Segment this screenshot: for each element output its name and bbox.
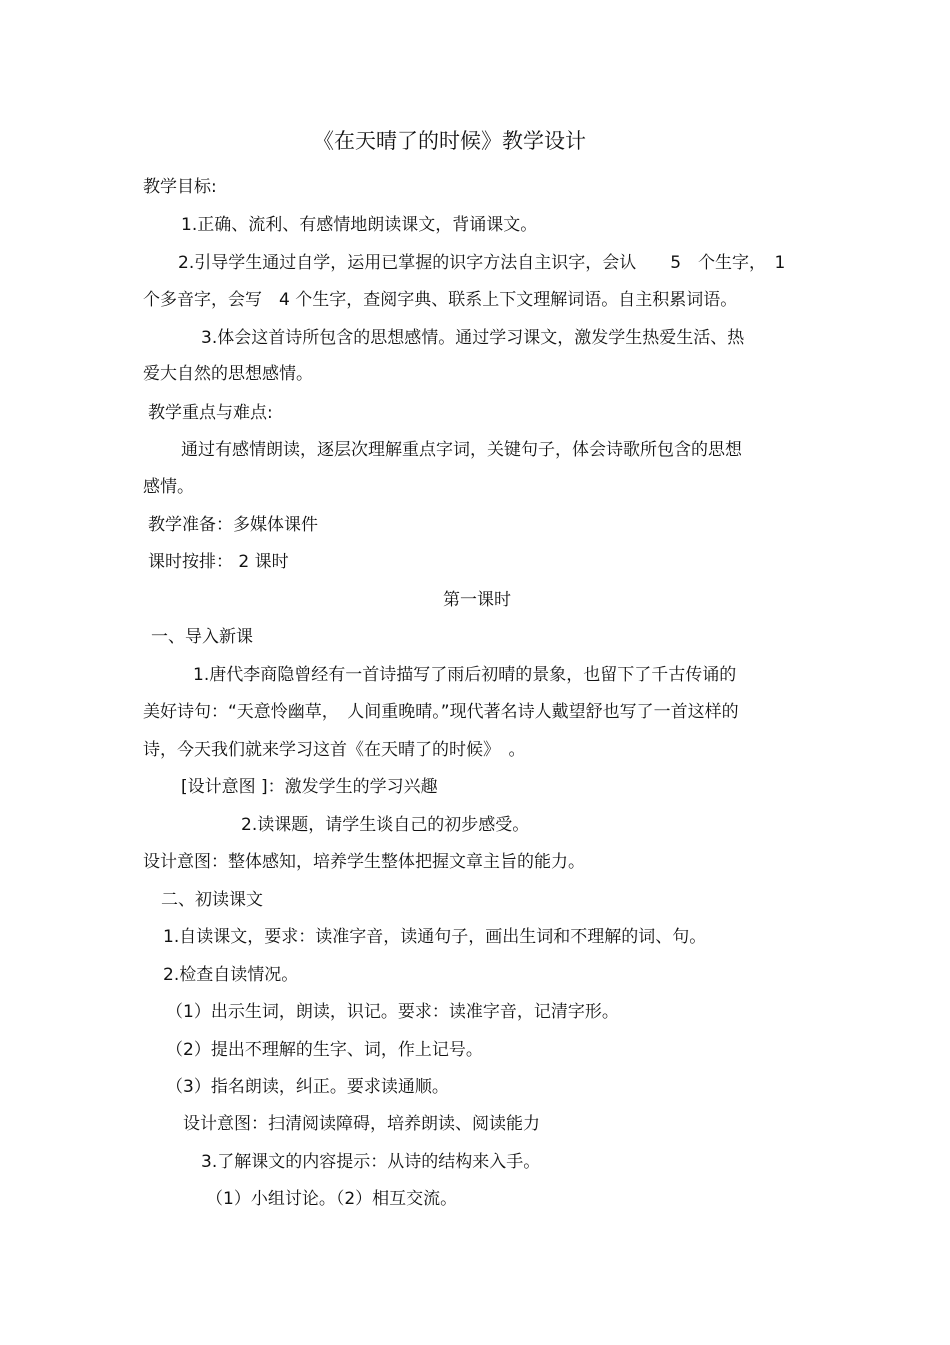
section-2-heading: 二、初读课文 xyxy=(161,890,263,910)
objective-3-line-2: 爱大自然的思想感情。 xyxy=(143,364,313,384)
section-1-paragraph-1-line-3: 诗，今天我们就来学习这首《在天晴了的时候》 。 xyxy=(143,740,526,760)
objectives-heading: 教学目标: xyxy=(143,177,217,197)
section-2-item-2-sub-3: （3）指名朗读，纠正。要求读通顺。 xyxy=(166,1077,449,1097)
section-1-paragraph-2: 2.读课题，请学生谈自己的初步感受。 xyxy=(241,815,530,835)
objective-2-line-1: 2.引导学生通过自学，运用已掌握的识字方法自主识字，会认 5 个生字， 1 xyxy=(178,253,786,273)
section-1-heading: 一、导入新课 xyxy=(151,627,253,647)
keypoints-heading: 教学重点与难点: xyxy=(148,403,273,423)
section-1-design-intent-2: 设计意图：整体感知，培养学生整体把握文章主旨的能力。 xyxy=(143,852,585,872)
section-1-design-intent-1: [设计意图 ]：激发学生的学习兴趣 xyxy=(181,777,438,797)
section-1-paragraph-1-line-1: 1.唐代李商隐曾经有一首诗描写了雨后初晴的景象，也留下了千古传诵的 xyxy=(193,665,737,685)
section-2-item-2-sub-2: （2）提出不理解的生字、词，作上记号。 xyxy=(166,1040,483,1060)
objective-2-line-2: 个多音字，会写 4 个生字，查阅字典、联系上下文理解词语。自主积累词语。 xyxy=(143,290,738,310)
section-2-item-2: 2.检查自读情况。 xyxy=(163,965,299,985)
lesson-heading: 第一课时 xyxy=(443,590,511,610)
objective-3-line-1: 3.体会这首诗所包含的思想感情。通过学习课文，激发学生热爱生活、热 xyxy=(201,328,745,348)
keypoints-line-2: 感情。 xyxy=(143,477,194,497)
section-2-item-3-sub: （1）小组讨论。（2）相互交流。 xyxy=(206,1189,458,1209)
section-2-design-intent: 设计意图：扫清阅读障碍，培养朗读、阅读能力 xyxy=(183,1114,540,1134)
preparation: 教学准备：多媒体课件 xyxy=(148,515,318,535)
section-2-item-1: 1.自读课文，要求：读准字音，读通句子，画出生词和不理解的词、句。 xyxy=(163,927,707,947)
section-2-item-2-sub-1: （1）出示生词，朗读，识记。要求：读准字音，记清字形。 xyxy=(166,1002,619,1022)
schedule: 课时按排： 2 课时 xyxy=(148,552,289,572)
section-2-item-3: 3.了解课文的内容提示：从诗的结构来入手。 xyxy=(201,1152,541,1172)
document-title: 《在天晴了的时候》教学设计 xyxy=(313,129,586,153)
section-1-paragraph-1-line-2: 美好诗句：“天意怜幽草， 人间重晚晴。”现代著名诗人戴望舒也写了一首这样的 xyxy=(143,702,739,722)
keypoints-line-1: 通过有感情朗读，逐层次理解重点字词，关键句子，体会诗歌所包含的思想 xyxy=(181,440,742,460)
objective-1: 1.正确、流利、有感情地朗读课文，背诵课文。 xyxy=(181,215,538,235)
